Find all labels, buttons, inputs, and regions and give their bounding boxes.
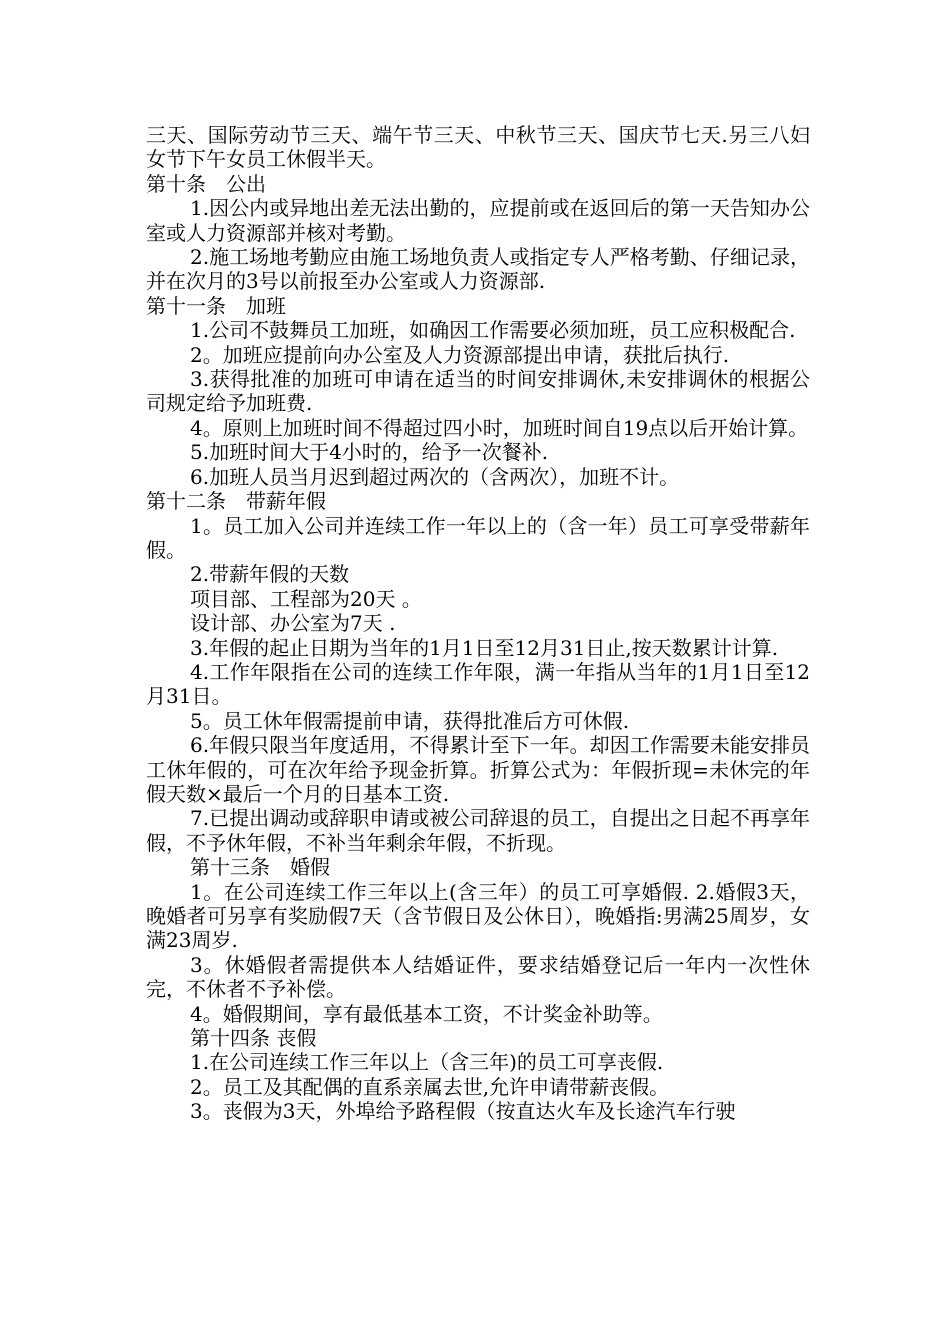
paragraph: 3。丧假为3天，外埠给予路程假（按直达火车及长途汽车行驶: [190, 1099, 736, 1124]
paragraph: 三天、国际劳动节三天、端午节三天、中秋节三天、国庆节七天.另三八妇女节下午女员工休假半天。: [146, 123, 810, 172]
paragraph: 2.带薪年假的天数: [190, 562, 350, 587]
paragraph: 4。婚假期间，享有最低基本工资，不计奖金补助等。: [190, 1001, 663, 1026]
section-heading: 第十一条 加班: [146, 293, 286, 318]
paragraph: 3。休婚假者需提供本人结婚证件，要求结婚登记后一年内一次性休完，不休者不予补偿。: [146, 952, 810, 1002]
paragraph: 项目部、工程部为20天 。: [190, 586, 422, 611]
paragraph: 4.工作年限指在公司的连续工作年限，满一年指从当年的1月1日至12月31日。: [146, 659, 810, 709]
paragraph: 6.年假只限当年度适用，不得累计至下一年。却因工作需要未能安排员工休年假的，可在次年给予现金折算。折算公式为：年假折现=未休完的年假天数×最后一个月的日基本工资.: [146, 733, 810, 806]
paragraph: 5。员工休年假需提前申请，获得批准后方可休假.: [190, 708, 630, 733]
section-heading: 第十二条 带薪年假: [146, 489, 326, 514]
paragraph: 设计部、办公室为7天 .: [190, 611, 396, 636]
paragraph: 5.加班时间大于4小时的，给予一次餐补.: [190, 440, 549, 465]
paragraph: 4。原则上加班时间不得超过四小时，加班时间自19点以后开始计算。: [190, 415, 809, 440]
document-body: [146, 123, 810, 1124]
paragraph: 2.施工场地考勤应由施工场地负责人或指定专人严格考勤、仔细记录，并在次月的3号以前报至办公室或人力资源部.: [146, 245, 810, 294]
paragraph: 2。员工及其配偶的直系亲属去世,允许申请带薪丧假。: [190, 1074, 670, 1099]
section-heading: 第十三条 婚假: [190, 855, 330, 880]
paragraph: 3.年假的起止日期为当年的1月1日至12月31日止,按天数累计计算.: [190, 635, 779, 660]
paragraph: 1.在公司连续工作三年以上（含三年)的员工可享丧假.: [190, 1050, 664, 1075]
section-heading: 第十四条 丧假: [190, 1026, 317, 1051]
paragraph: 2。加班应提前向办公室及人力资源部提出申请，获批后执行.: [190, 342, 730, 367]
paragraph: 6.加班人员当月迟到超过两次的（含两次），加班不计。: [190, 464, 680, 489]
paragraph: 1。在公司连续工作三年以上(含三年）的员工可享婚假. 2.婚假3天，晚婚者可另享有奖励假7天（含节假日及公休日），晚婚指:男满25周岁，女满23周岁.: [146, 879, 810, 953]
paragraph: 1。员工加入公司并连续工作一年以上的（含一年）员工可享受带薪年假。: [146, 513, 810, 562]
paragraph: 3.获得批准的加班可申请在适当的时间安排调休,未安排调休的根据公司规定给予加班费.: [146, 367, 810, 416]
section-heading: 第十条 公出: [146, 171, 266, 196]
paragraph: 1.因公内或异地出差无法出勤的，应提前或在返回后的第一天告知办公室或人力资源部并核对考勤。: [146, 196, 810, 245]
paragraph: 7.已提出调动或辞职申请或被公司辞退的员工，自提出之日起不再享年假，不予休年假，不补当年剩余年假，不折现。: [146, 806, 810, 855]
paragraph: 1.公司不鼓舞员工加班，如确因工作需要必须加班，员工应积极配合.: [190, 318, 796, 343]
